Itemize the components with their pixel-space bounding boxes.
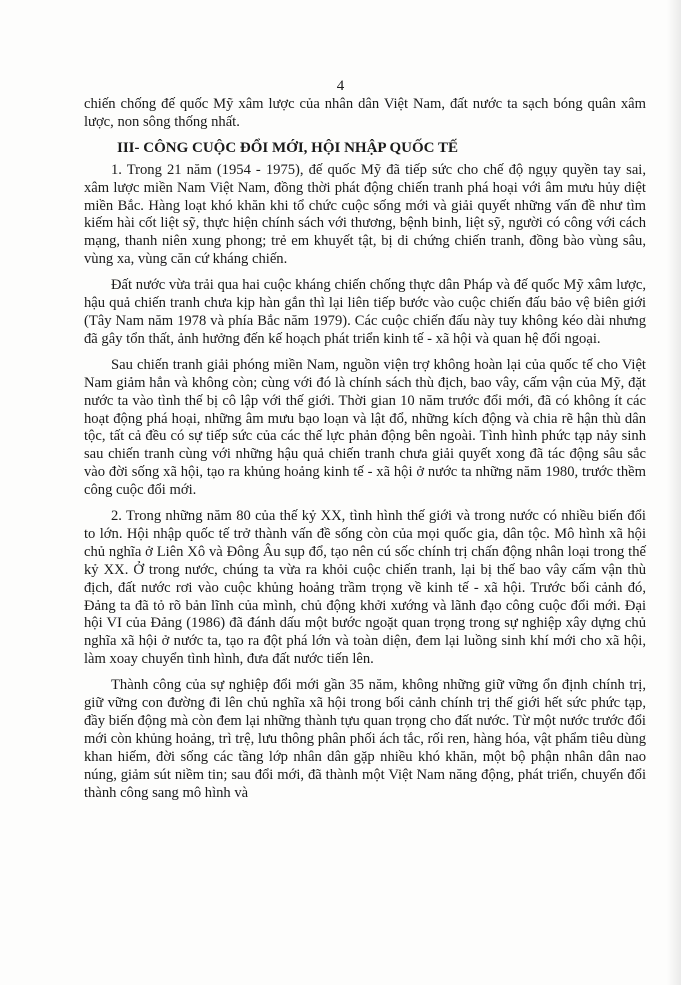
- paragraph-1: 1. Trong 21 năm (1954 - 1975), đế quốc Mỹ đã tiếp sức cho chế độ ngụy quyền tay sai, xâm lược miền Nam Việt Nam, đồng thời phát động chiến tranh phá hoại với âm mưu hủy diệt miền Bắc. Hàng loạt khó khăn khi tổ chức cuộc sống mới và giải quyết những vấn đề như tìm kiếm hài cốt liệt sỹ, thực hiện chính sách với thương, bệnh binh, liệt sỹ, người có công với cách mạng, thanh niên xung phong; trẻ em khuyết tật, bị di chứng chiến tranh, đồng bào vùng sâu, vùng xa, vùng căn cứ kháng chiến.: [84, 161, 646, 268]
- paragraph-5: Thành công của sự nghiệp đổi mới gần 35 năm, không những giữ vững ổn định chính trị, giữ vững con đường đi lên chủ nghĩa xã hội trong bối cảnh chính trị thế giới hết sức phức tạp, đầy biến động mà còn đem lại những thành tựu quan trọng cho đất nước. Từ một nước trước đổi mới còn khủng hoảng, trì trệ, lưu thông phân phối ách tắc, rối ren, hàng hóa, vật phẩm tiêu dùng khan hiếm, đời sống các tầng lớp nhân dân gặp nhiều khó khăn, một bộ phận nhân dân nao núng, giảm sút niềm tin; sau đổi mới, đã thành một Việt Nam năng động, phát triển, chuyển đổi thành công sang mô hình và: [84, 677, 646, 801]
- paragraph-3: Sau chiến tranh giải phóng miền Nam, nguồn viện trợ không hoàn lại của quốc tế cho Việt Nam giảm hẳn và không còn; cùng với đó là chính sách thù địch, bao vây, cấm vận của Mỹ, đặt nước ta vào tình thế bị cô lập với thế giới. Thời gian 10 năm trước đổi mới, đã có không ít các hoạt động phá hoại, những âm mưu bạo loạn và lật đổ, những kích động và chia rẽ hận thù dân tộc, tất cả đều có sự tiếp sức của các thế lực phản động bên ngoài. Tình hình phức tạp nảy sinh sau chiến tranh cùng với những hậu quả chiến tranh chưa giải quyết xong đã tác động sâu sắc vào đời sống xã hội, tạo ra khủng hoảng kinh tế - xã hội ở nước ta những năm 1980, trước thềm công cuộc đổi mới.: [84, 356, 646, 499]
- section-heading: III- CÔNG CUỘC ĐỔI MỚI, HỘI NHẬP QUỐC TẾ: [117, 139, 459, 156]
- paragraph-continuation: chiến chống đế quốc Mỹ xâm lược của nhân dân Việt Nam, đất nước ta sạch bóng quân xâm lược, non sông thống nhất.: [84, 96, 646, 130]
- paragraph-4: 2. Trong những năm 80 của thế kỷ XX, tình hình thế giới và trong nước có nhiều biến đổi to lớn. Hội nhập quốc tế trở thành vấn đề sống còn của mọi quốc gia, dân tộc. Mô hình xã hội chủ nghĩa ở Liên Xô và Đông Âu sụp đổ, tạo nên cú sốc chính trị chấn động nhân loại trong thế kỷ XX. Ở trong nước, chúng ta vừa ra khỏi cuộc chiến tranh, lại bị thế bao vây cấm vận thù địch, đất nước rơi vào cuộc khủng hoảng trầm trọng về kinh tế - xã hội. Trước bối cảnh đó, Đảng ta đã tỏ rõ bản lĩnh của mình, chủ động khởi xướng và lãnh đạo công cuộc đổi mới. Đại hội VI của Đảng (1986) đã đánh dấu một bước ngoặt quan trọng trong sự nghiệp xây dựng chủ nghĩa xã hội ở nước ta, tạo ra đột phá lớn và toàn diện, đem lại luồng sinh khí mới cho xã hội, làm xoay chuyển tình hình, đưa đất nước tiến lên.: [84, 508, 646, 668]
- page-number: 4: [336, 78, 345, 94]
- paragraph-2: Đất nước vừa trải qua hai cuộc kháng chiến chống thực dân Pháp và đế quốc Mỹ xâm lược, hậu quả chiến tranh chưa kịp hàn gắn thì lại liên tiếp bước vào cuộc chiến đấu bảo vệ biên giới (Tây Nam năm 1978 và phía Bắc năm 1979). Các cuộc chiến đấu này tuy không kéo dài nhưng đã gây tổn thất, ảnh hưởng đến kế hoạch phát triển kinh tế - xã hội và quan hệ đối ngoại.: [84, 277, 646, 347]
- page-edge-shadow: [667, 0, 681, 985]
- document-body: [84, 96, 646, 803]
